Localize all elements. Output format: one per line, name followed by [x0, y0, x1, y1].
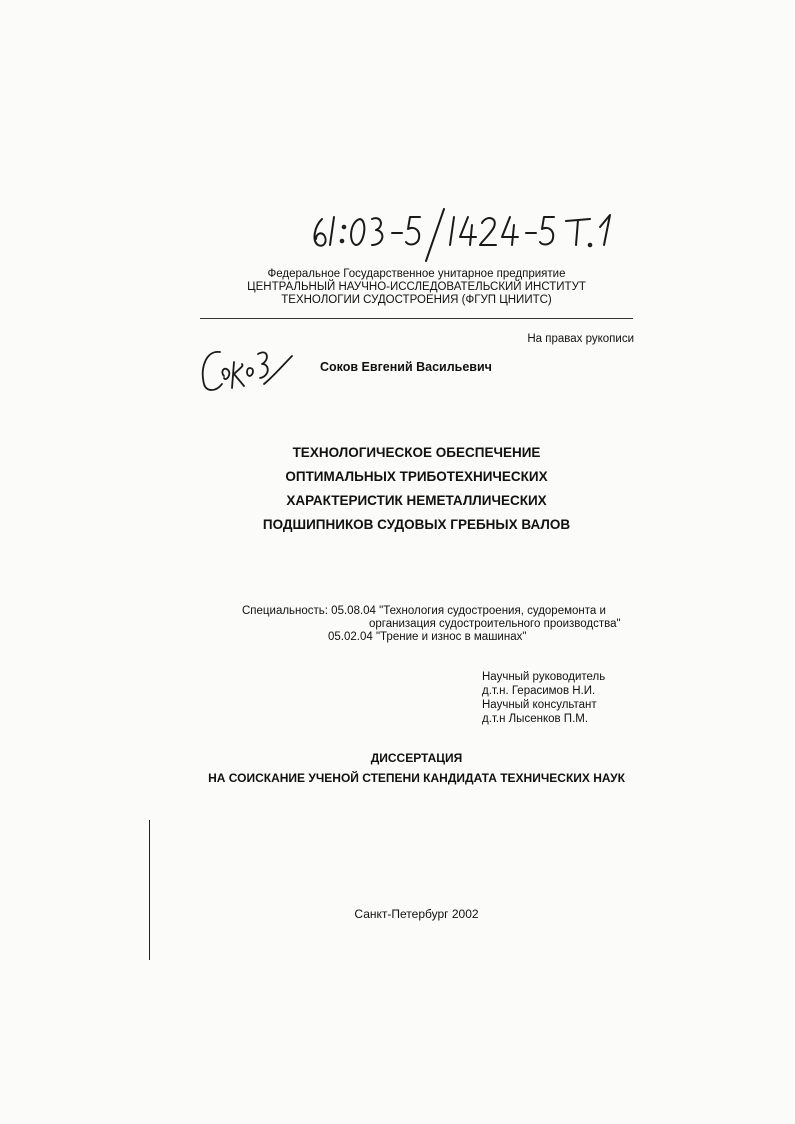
institution-header: [150, 268, 683, 307]
title-line: ТЕХНОЛОГИЧЕСКОЕ ОБЕСПЕЧЕНИЕ: [292, 445, 541, 460]
author-name: Соков Евгений Васильевич: [320, 360, 492, 374]
institution-line-1: Федеральное Государственное унитарное предприятие: [267, 268, 566, 280]
dissertation-line-2: НА СОИСКАНИЕ УЧЕНОЙ СТЕПЕНИ КАНДИДАТА ТЕХНИЧЕСКИХ НАУК: [208, 771, 625, 785]
advisor-line: д.т.н. Герасимов Н.И.: [482, 685, 596, 697]
rights-note: На правах рукописи: [527, 333, 634, 345]
author-signature: [198, 340, 298, 402]
title-line: ПОДШИПНИКОВ СУДОВЫХ ГРЕБНЫХ ВАЛОВ: [262, 517, 571, 532]
advisor-line: Научный руководитель: [482, 671, 606, 683]
handwritten-archive-code: [308, 205, 628, 265]
city-year: Санкт-Петербург 2002: [354, 907, 479, 921]
dissertation-title: [200, 441, 633, 537]
institution-line-3: ТЕХНОЛОГИИ СУДОСТРОЕНИЯ (ФГУП ЦНИИТС): [281, 294, 552, 306]
advisors-block: [482, 670, 605, 726]
specialty-block: [242, 605, 642, 644]
scan-edge-line: [149, 820, 150, 960]
specialty-line-2: организация судостроительного производства": [369, 618, 621, 630]
header-divider: [200, 318, 633, 319]
institution-line-2: ЦЕНТРАЛЬНЫЙ НАУЧНО-ИССЛЕДОВАТЕЛЬСКИЙ ИНСТИТУТ: [247, 281, 586, 293]
dissertation-label: [150, 748, 683, 788]
title-line: ХАРАКТЕРИСТИК НЕМЕТАЛЛИЧЕСКИХ: [286, 493, 547, 508]
specialty-line-3: 05.02.04 "Трение и износ в машинах": [328, 631, 527, 643]
advisor-line: д.т.н Лысенков П.М.: [482, 713, 589, 725]
advisor-line: Научный консультант: [482, 699, 597, 711]
dissertation-line-1: ДИССЕРТАЦИЯ: [370, 751, 463, 765]
specialty-line-1: Специальность: 05.08.04 "Технология судостроения, судоремонта и: [242, 605, 606, 617]
title-line: ОПТИМАЛЬНЫХ ТРИБОТЕХНИЧЕСКИХ: [285, 469, 548, 484]
